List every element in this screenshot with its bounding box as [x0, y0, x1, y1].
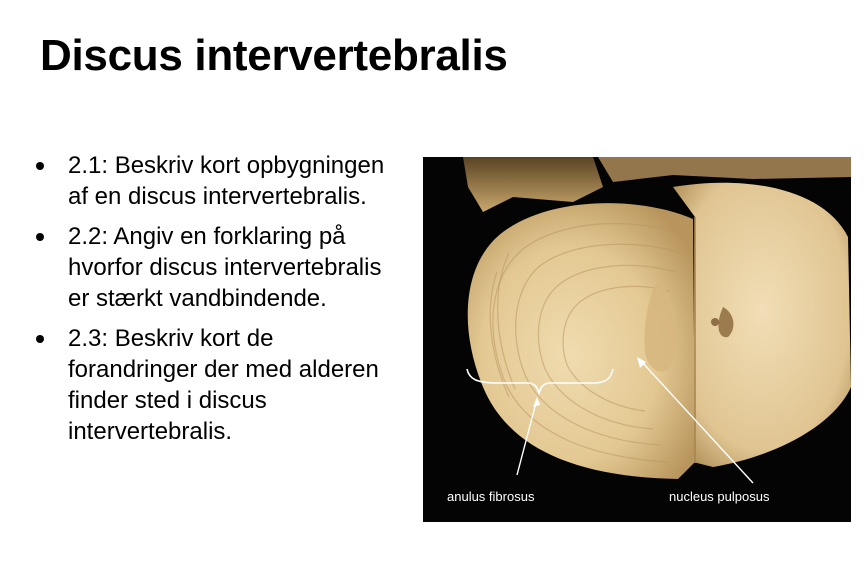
- specimen-illustration: [423, 157, 851, 522]
- bullet-icon: [36, 335, 44, 343]
- question-list: [32, 150, 404, 456]
- anulus-fibrosus-label: anulus fibrosus: [447, 489, 535, 504]
- question-text: 2.2: Angiv en forklaring på hvorfor discus intervertebralis er stærkt vandbindende.: [68, 223, 382, 312]
- nucleus-pulposus-label: nucleus pulposus: [669, 489, 770, 504]
- question-item: [32, 323, 404, 447]
- slide-title: Discus intervertebralis: [40, 31, 508, 80]
- bullet-icon: [36, 162, 44, 170]
- upper-vertebra-tissue: [463, 157, 603, 212]
- disc-specimen-photo: [423, 157, 851, 522]
- question-text: 2.1: Beskriv kort opbygningen af en discus intervertebralis.: [68, 152, 385, 210]
- bullet-icon: [36, 233, 44, 241]
- question-item: [32, 150, 404, 212]
- question-text: 2.3: Beskriv kort de forandringer der med alderen finder sted i discus intervertebralis.: [68, 325, 379, 445]
- question-item: [32, 221, 404, 314]
